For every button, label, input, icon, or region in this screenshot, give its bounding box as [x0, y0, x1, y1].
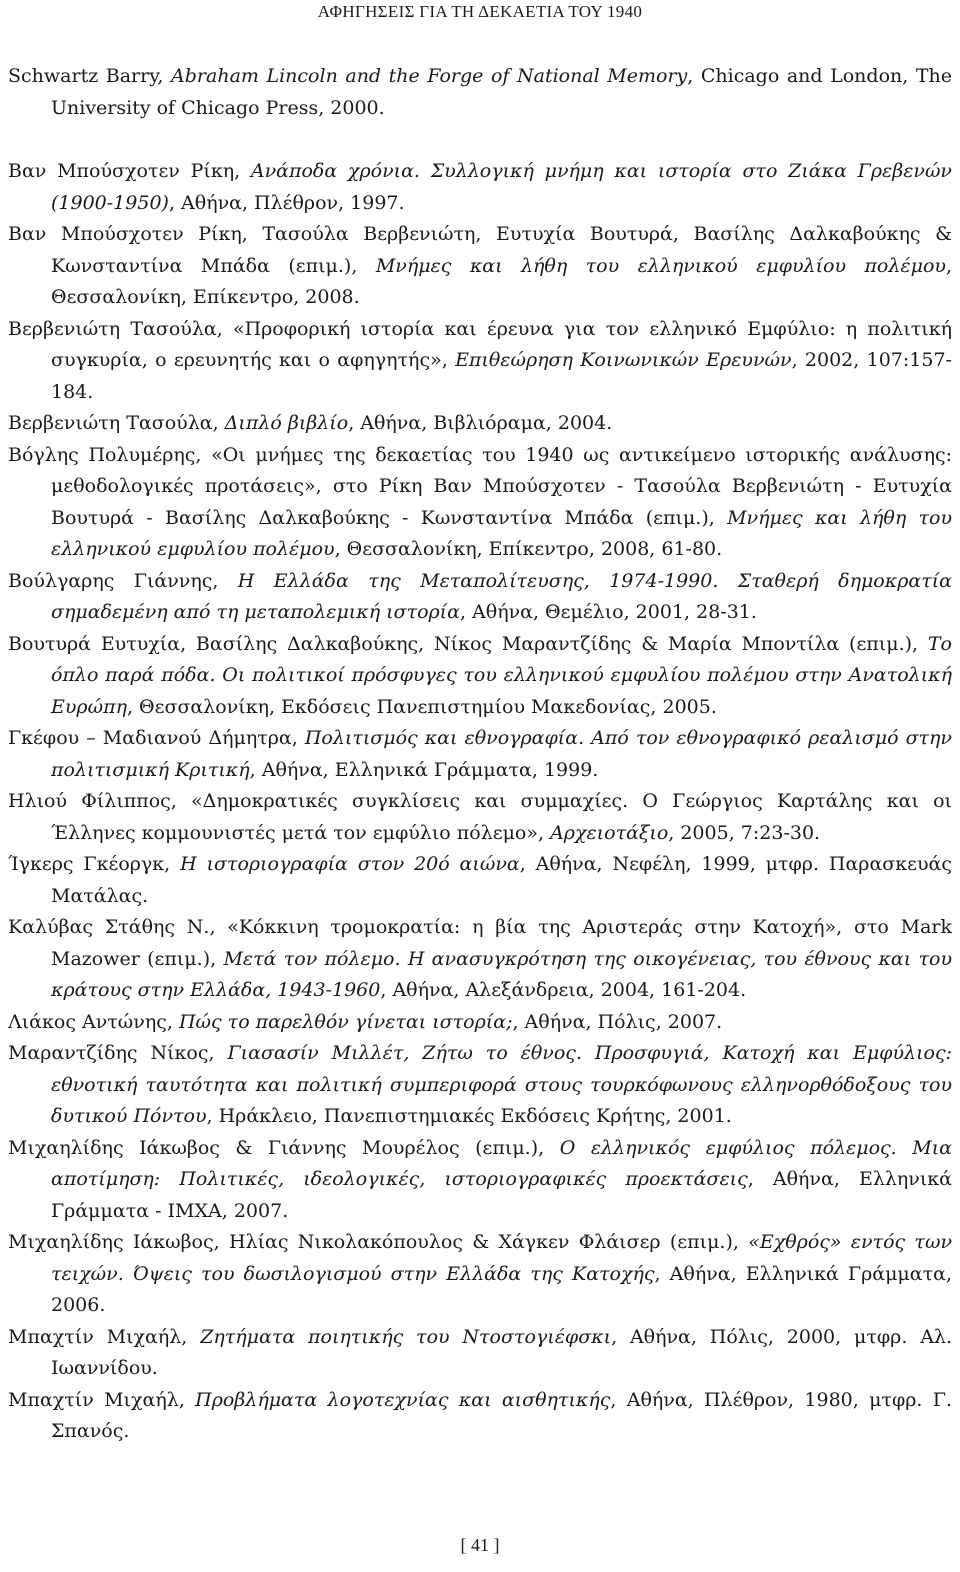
bibliography-entry [8, 219, 952, 314]
bibliography-entry [8, 723, 952, 786]
entry-text: , Αθήνα, Βιβλιόραμα, 2004. [348, 412, 613, 434]
bibliography-entry [8, 849, 952, 912]
bibliography-list [8, 61, 952, 1448]
entry-text: , Αθήνα, Θεμέλιο, 2001, 28-31. [459, 601, 757, 623]
entry-text: Βόγλης Πολυμέρης, «Οι μνήμες της δεκαετίας του 1940 ως αντικείμενο ιστορικής ανάλυσης: μεθοδολογικές προτάσεις», στο Ρίκη Βαν Μπούσχοτεν - Τασούλα Βερβενιώτη - Ευτυχία Βουτυρά - Βασίλης Δαλκαβούκης - Κωνσταντίνα Μπάδα (επιμ.), [8, 443, 952, 529]
entry-text: Βούλγαρης Γιάννης, [8, 569, 238, 592]
entry-text: , Αθήνα, Ελληνικά Γράμματα - ΙΜΧΑ, 2007. [51, 1168, 952, 1222]
entry-title: Abraham Lincoln and the Forge of National Memory [171, 65, 688, 87]
entry-text: Βαν Μπούσχοτεν Ρίκη, Τασούλα Βερβενιώτη, Ευτυχία Βουτυρά, Βασίλης Δαλκαβούκης & Κωνσταντίνα Μπάδα (επιμ.), [8, 223, 952, 277]
entry-text: Βερβενιώτη Τασούλα, «Προφορική ιστορία και έρευνα για τον ελληνικό Εμφύλιο: η πολιτική συγκυρία, ο ερευνητής και ο αφηγητής», [8, 317, 952, 371]
entry-text: Λιάκος Αντώνης, [8, 1010, 179, 1033]
bibliography-entry [8, 566, 952, 629]
bibliography-entry [8, 440, 952, 566]
entry-text: , Αθήνα, Πλέθρον, 1980, μτφρ. Γ. Σπανός. [51, 1388, 952, 1442]
entry-title: Ζητήματα ποιητικής του Ντοστογιέφσκι [200, 1325, 612, 1348]
entry-text: , Ηράκλειο, Πανεπιστημιακές Εκδόσεις Κρήτης, 2001. [206, 1105, 732, 1127]
entry-text: Γκέφου – Μαδιανού Δήμητρα, [8, 727, 305, 749]
entry-text: Μπαχτίν Μιχαήλ, [8, 1325, 201, 1348]
entry-text: , Αθήνα, Πόλις, 2000, μτφρ. Αλ. Ιωαννίδου. [51, 1325, 952, 1379]
entry-title: Πώς το παρελθόν γίνεται ιστορία; [178, 1010, 513, 1033]
entry-text: Μιχαηλίδης Ιάκωβος & Γιάννης Μουρέλος (επιμ.), [8, 1136, 560, 1159]
bibliography-entry [8, 912, 952, 1007]
entry-title: Η ιστοριογραφία στον 20ό αιώνα [180, 853, 520, 875]
bibliography-entry [8, 786, 952, 849]
bibliography-entry [8, 61, 952, 124]
entry-text: Βουτυρά Ευτυχία, Βασίλης Δαλκαβούκης, Νίκος Μαραντζίδης & Μαρία Μποντίλα (επιμ.), [8, 632, 928, 655]
entry-text: , Αθήνα, Πλέθρον, 1997. [168, 191, 405, 214]
page-number: [ 41 ] [460, 1535, 500, 1555]
running-head: ΑΦΗΓΗΣΕΙΣ ΓΙΑ ΤΗ ΔΕΚΑΕΤΙΑ ΤΟΥ 1940 [317, 2, 643, 21]
entry-text: , Αθήνα, Πόλις, 2007. [512, 1010, 723, 1033]
entry-text: , Αθήνα, Ελληνικά Γράμματα, 2006. [51, 1262, 952, 1316]
entry-text: , Αθήνα, Ελληνικά Γράμματα, 1999. [249, 758, 599, 781]
entry-text: , Chicago and London, The University of Chicago Press, 2000. [51, 65, 953, 119]
entry-title: Διπλό βιβλίο [224, 412, 349, 434]
entry-title: «Εχθρός» εντός των τειχών. Όψεις του δωσιλογισμού στην Ελλάδα της Κατοχής [51, 1231, 952, 1285]
entry-text: , Θεσσαλονίκη, Εκδόσεις Πανεπιστημίου Μακεδονίας, 2005. [126, 695, 717, 718]
bibliography-entry [8, 156, 952, 219]
bibliography-entry [8, 1322, 952, 1385]
bibliography-entry [8, 629, 952, 724]
entry-title: Το όπλο παρά πόδα. Οι πολιτικοί πρόσφυγες του ελληνικού εμφυλίου πολέμου στην Ανατολική Ευρώπη [51, 632, 952, 718]
bibliography-entry [8, 1227, 952, 1322]
entry-title: Πολιτισμός και εθνογραφία. Από τον εθνογραφικό ρεαλισμό στην πολιτισμική Κριτική [51, 727, 952, 781]
bibliography-entry [8, 1038, 952, 1133]
entry-title: Μνήμες και λήθη του ελληνικού εμφυλίου πολέμου [51, 506, 953, 560]
entry-text: , 2002, 107:157-184. [51, 349, 952, 403]
entry-text: , 2005, 7:23-30. [668, 821, 821, 844]
entry-title: Ανάποδα χρόνια. Συλλογική μνήμη και ιστορία στο Ζιάκα Γρεβενών (1900-1950) [51, 160, 952, 214]
entry-text: Ίγκερς Γκέοργκ, [8, 853, 181, 875]
entry-text: , Αθήνα, Νεφέλη, 1999, μτφρ. Παρασκευάς Ματάλας. [51, 853, 952, 907]
entry-title: Μνήμες και λήθη του ελληνικού εμφυλίου πολέμου [375, 254, 946, 277]
entry-text: Βαν Μπούσχοτεν Ρίκη, [8, 160, 251, 182]
entry-title: Η Ελλάδα της Μεταπολίτευσης, 1974-1990. Σταθερή δημοκρατία σημαδεμένη από τη μεταπολεμική ιστορία [51, 569, 952, 623]
bibliography-entry [8, 1385, 952, 1448]
bibliography-entry [8, 408, 952, 440]
entry-text: Μπαχτίν Μιχαήλ, [8, 1388, 196, 1411]
bibliography-entry [8, 314, 952, 409]
entry-text: Schwartz Barry, [8, 65, 172, 87]
entry-text: Καλύβας Στάθης Ν., «Κόκκινη τρομοκρατία: η βία της Αριστεράς στην Κατοχή», στο Mark Mazower (επιμ.), [8, 916, 952, 970]
entry-text: , Θεσσαλονίκη, Επίκεντρο, 2008, 61-80. [334, 538, 723, 560]
entry-text: , Αθήνα, Αλεξάνδρεια, 2004, 161-204. [380, 979, 747, 1001]
entry-title: Προβλήματα λογοτεχνίας και αισθητικής [195, 1388, 611, 1411]
bibliography-entry [8, 1133, 952, 1228]
entry-title: Μετά τον πόλεμο. Η ανασυγκρότηση της οικογένειας, του έθνους και του κράτους στην Ελλάδα, 1943-1960 [51, 947, 952, 1001]
entry-title: Ο ελληνικός εμφύλιος πόλεμος. Μια αποτίμηση: Πολιτικές, ιδεολογικές, ιστοριογραφικές προεκτάσεις [51, 1136, 952, 1190]
entry-title: Αρχειοτάξιο [550, 821, 669, 844]
entry-text: Βερβενιώτη Τασούλα, [8, 412, 225, 434]
entry-title: Επιθεώρηση Κοινωνικών Ερευνών [455, 349, 792, 371]
entry-title: Γιασασίν Μιλλέτ, Ζήτω το έθνος. Προσφυγιά, Κατοχή και Εμφύλιος: εθνοτική ταυτότητα και πολιτική συμπεριφορά στους τουρκόφωνους ελληνορθόδοξους του δυτικού Πόντου [51, 1042, 952, 1127]
entry-text: , Θεσσαλονίκη, Επίκεντρο, 2008. [51, 254, 952, 308]
entry-text: Ηλιού Φίλιππος, «Δημοκρατικές συγκλίσεις και συμμαχίες. Ο Γεώργιος Καρτάλης και οι Έλληνες κομμουνιστές μετά τον εμφύλιο πόλεμο», [8, 790, 952, 844]
bibliography-entry [8, 1007, 952, 1039]
entry-text: Μιχαηλίδης Ιάκωβος, Ηλίας Νικολακόπουλος & Χάγκεν Φλάισερ (επιμ.), [8, 1231, 749, 1253]
entry-text: Μαραντζίδης Νίκος, [8, 1042, 228, 1064]
